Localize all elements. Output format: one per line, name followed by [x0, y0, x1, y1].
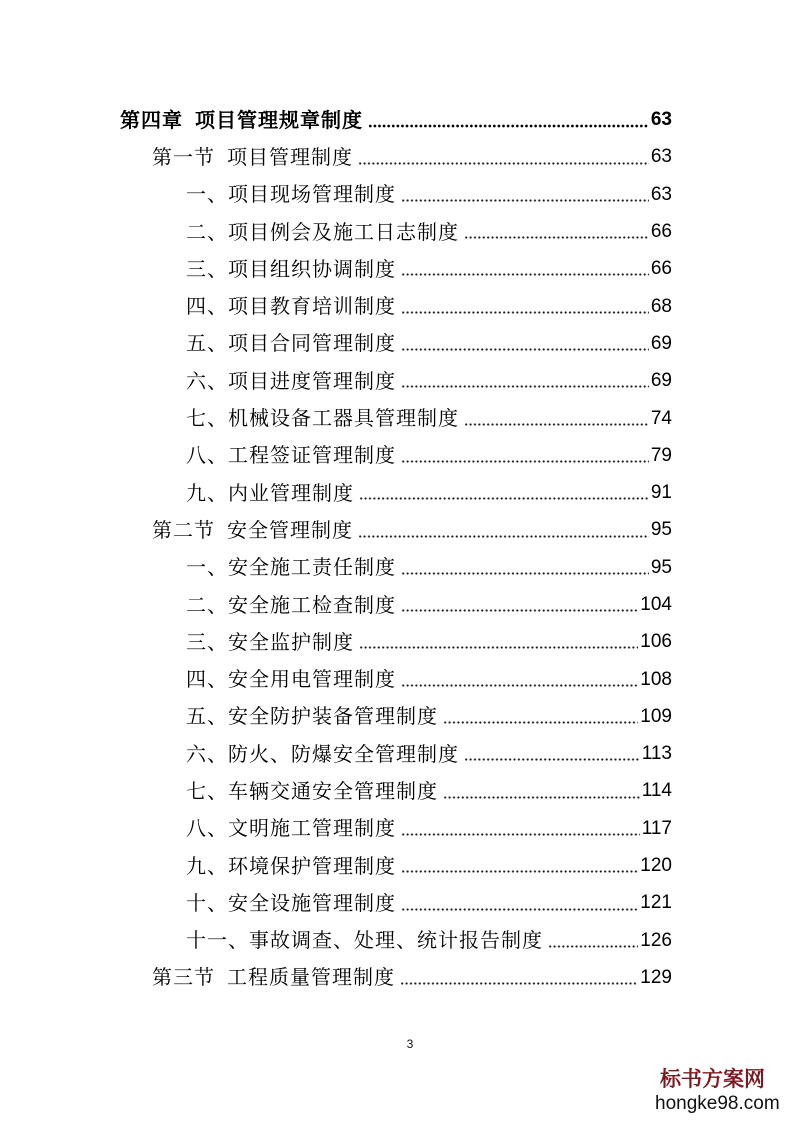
dot-leader: [359, 497, 649, 500]
item-page-number: 74: [650, 407, 672, 429]
chapter-page-number: 63: [650, 109, 672, 131]
toc-section-entry[interactable]: [152, 511, 672, 548]
toc-item-entry[interactable]: [186, 399, 672, 436]
item-title: 七、机械设备工器具管理制度: [186, 406, 459, 431]
item-title: 四、安全用电管理制度: [186, 667, 396, 692]
item-title: 八、工程签证管理制度: [186, 443, 396, 468]
item-page-number: 121: [640, 892, 672, 914]
section-number: 第二节: [152, 517, 215, 542]
watermark-url: hongke98.com: [655, 1093, 780, 1114]
dot-leader: [401, 199, 649, 202]
toc-item-entry[interactable]: [186, 698, 672, 735]
dot-leader: [401, 385, 649, 388]
dot-leader: [358, 535, 649, 538]
toc-item-entry[interactable]: [186, 884, 672, 921]
item-page-number: 109: [640, 705, 672, 727]
chapter-title: 项目管理规章制度: [195, 107, 363, 132]
toc-item-entry[interactable]: [186, 847, 672, 884]
item-page-number: 68: [650, 295, 672, 317]
item-page-number: 117: [641, 817, 672, 839]
toc-section-entry[interactable]: [152, 959, 672, 996]
toc-item-entry[interactable]: [186, 474, 672, 511]
item-page-number: 106: [640, 631, 672, 653]
dot-leader: [401, 460, 649, 463]
toc-item-entry[interactable]: [186, 549, 672, 586]
toc-item-entry[interactable]: [186, 176, 672, 213]
dot-leader: [401, 833, 640, 836]
item-title: 八、文明施工管理制度: [186, 816, 396, 841]
chapter-number: 第四章: [120, 107, 183, 132]
dot-leader: [401, 684, 638, 687]
item-title: 四、项目教育培训制度: [186, 294, 396, 319]
dot-leader: [358, 162, 649, 165]
dot-leader: [400, 982, 638, 985]
item-page-number: 108: [640, 668, 672, 690]
item-page-number: 79: [650, 444, 672, 466]
toc-item-entry[interactable]: [186, 810, 672, 847]
section-page-number: 129: [640, 966, 672, 988]
dot-leader: [464, 423, 649, 426]
item-page-number: 114: [641, 780, 672, 802]
dot-leader: [401, 348, 649, 351]
toc-item-entry[interactable]: [186, 325, 672, 362]
toc-item-entry[interactable]: [186, 586, 672, 623]
dot-leader: [401, 870, 638, 873]
item-title: 十、安全设施管理制度: [186, 890, 396, 915]
dot-leader: [401, 609, 638, 612]
toc-chapter-entry[interactable]: [120, 101, 672, 138]
section-title: 安全管理制度: [227, 517, 353, 542]
item-title: 一、项目现场管理制度: [186, 182, 396, 207]
item-title: 七、车辆交通安全管理制度: [186, 778, 438, 803]
item-page-number: 63: [650, 183, 672, 205]
item-title: 十一、事故调查、处理、统计报告制度: [186, 928, 543, 953]
section-title: 项目管理制度: [227, 144, 353, 169]
item-title: 五、项目合同管理制度: [186, 331, 396, 356]
section-page-number: 95: [650, 519, 672, 541]
item-title: 二、安全施工检查制度: [186, 592, 396, 617]
item-title: 九、环境保护管理制度: [186, 853, 396, 878]
item-title: 六、防火、防爆安全管理制度: [186, 741, 459, 766]
dot-leader: [401, 908, 638, 911]
toc-section-entry[interactable]: [152, 138, 672, 175]
toc-item-entry[interactable]: [186, 922, 672, 959]
item-title: 六、项目进度管理制度: [186, 368, 396, 393]
toc-item-entry[interactable]: [186, 287, 672, 324]
toc-item-entry[interactable]: [186, 213, 672, 250]
watermark-brand: 标书方案网: [660, 1066, 765, 1091]
toc-item-entry[interactable]: [186, 772, 672, 809]
dot-leader: [443, 796, 640, 799]
item-page-number: 113: [641, 743, 672, 765]
dot-leader: [464, 758, 640, 761]
item-page-number: 69: [650, 370, 672, 392]
dot-leader: [359, 646, 638, 649]
dot-leader: [548, 945, 638, 948]
item-title: 二、项目例会及施工日志制度: [186, 219, 459, 244]
item-page-number: 66: [650, 221, 672, 243]
dot-leader: [464, 236, 649, 239]
section-number: 第三节: [152, 965, 215, 990]
section-title: 工程质量管理制度: [227, 965, 395, 990]
dot-leader: [443, 721, 638, 724]
dot-leader: [401, 311, 649, 314]
item-page-number: 66: [650, 258, 672, 280]
toc-item-entry[interactable]: [186, 437, 672, 474]
toc-item-entry[interactable]: [186, 735, 672, 772]
section-number: 第一节: [152, 144, 215, 169]
toc-item-entry[interactable]: [186, 623, 672, 660]
section-page-number: 63: [650, 146, 672, 168]
item-title: 三、项目组织协调制度: [186, 256, 396, 281]
item-page-number: 95: [650, 556, 672, 578]
toc-item-entry[interactable]: [186, 660, 672, 697]
dot-leader: [401, 273, 649, 276]
toc-item-entry[interactable]: [186, 362, 672, 399]
item-page-number: 126: [640, 929, 672, 951]
footer-page-number: 3: [406, 1037, 414, 1051]
item-title: 九、内业管理制度: [186, 480, 354, 505]
dot-leader: [401, 572, 649, 575]
item-page-number: 104: [640, 594, 672, 615]
item-title: 三、安全监护制度: [186, 629, 354, 654]
item-page-number: 120: [640, 855, 672, 877]
item-title: 五、安全防护装备管理制度: [186, 704, 438, 729]
item-title: 一、安全施工责任制度: [186, 555, 396, 580]
table-of-contents: [0, 101, 793, 996]
item-page-number: 91: [650, 482, 672, 504]
toc-item-entry[interactable]: [186, 250, 672, 287]
item-page-number: 69: [650, 332, 672, 354]
dot-leader: [368, 124, 649, 128]
